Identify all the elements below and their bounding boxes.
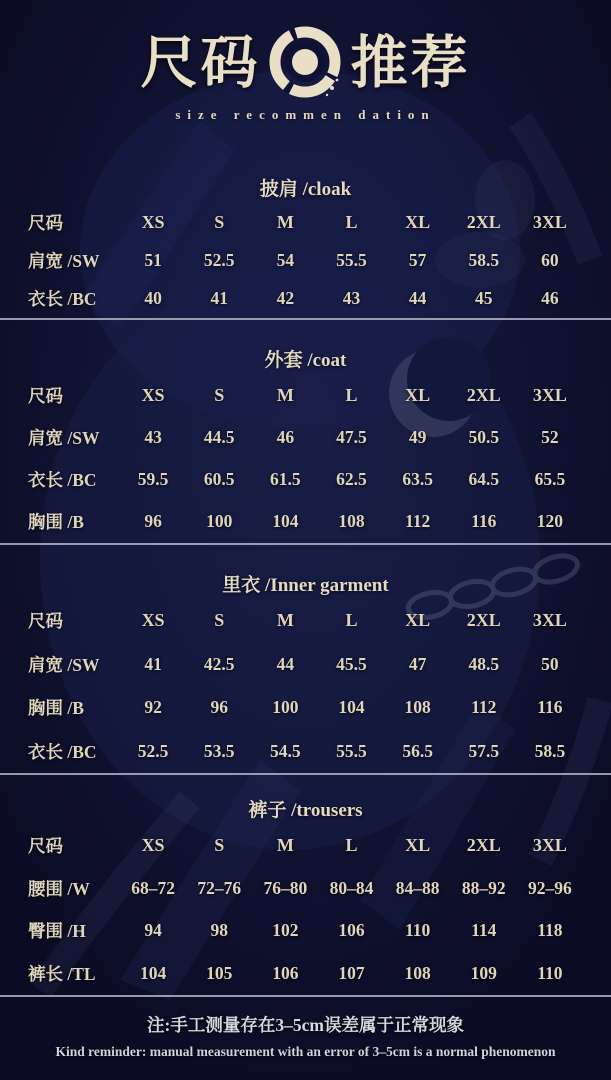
measurement-value: 96: [144, 511, 162, 532]
measurement-row: [28, 459, 583, 501]
size-label-cell: 尺码: [28, 611, 63, 632]
measurement-row: [28, 280, 583, 318]
measurement-value: 61.5: [270, 469, 301, 490]
section-title: 裤子 /trousers: [248, 800, 363, 821]
measurement-value: 107: [338, 963, 365, 984]
note-chinese: 注:手工测量存在3–5cm误差属于正常现象: [147, 1014, 464, 1035]
size-header-row: [28, 824, 583, 867]
measurement-label: 衣长 /BC: [28, 289, 97, 310]
size-option: XL: [405, 384, 431, 405]
poster-footer: [0, 997, 611, 1080]
measurement-label: 腰围 /W: [28, 878, 90, 899]
measurement-value: 116: [537, 697, 563, 718]
measurement-label: 肩宽 /SW: [28, 427, 100, 448]
measurement-value: 96: [210, 697, 228, 718]
measurement-value: 65.5: [534, 469, 566, 490]
size-option: 3XL: [532, 834, 567, 855]
measurement-value: 52: [541, 426, 559, 447]
measurement-value: 56.5: [402, 740, 433, 761]
moon-emblem-icon: [269, 26, 343, 100]
measurement-value: 60: [541, 249, 559, 270]
size-header-row: [28, 599, 583, 643]
measurement-value: 106: [338, 920, 365, 941]
size-option: M: [276, 211, 294, 232]
size-option: S: [214, 384, 225, 405]
measurement-value: 50.5: [468, 426, 500, 447]
measurement-value: 43: [342, 288, 361, 309]
measurement-value: 44: [408, 288, 427, 309]
poster-subtitle: size recommen dation: [175, 107, 436, 122]
measurement-row: [28, 952, 583, 995]
measurement-value: 60.5: [203, 469, 235, 490]
measurement-value: 41: [144, 653, 162, 674]
measurement-row: [28, 730, 583, 774]
size-option: XL: [405, 211, 431, 232]
measurement-value: 68–72: [131, 877, 175, 898]
size-option: S: [214, 834, 225, 855]
measurement-value: 106: [272, 963, 299, 984]
size-option: M: [276, 834, 294, 855]
measurement-value: 58.5: [468, 249, 500, 270]
measurement-value: 108: [404, 963, 431, 984]
size-option: M: [276, 384, 294, 405]
measurement-value: 48.5: [468, 653, 500, 674]
measurement-value: 42: [276, 288, 295, 309]
measurement-row: [28, 416, 583, 458]
size-option: XL: [405, 834, 431, 855]
title-text-left: 尺码: [140, 31, 261, 95]
size-option: 3XL: [532, 211, 567, 232]
measurement-value: 47.5: [336, 426, 367, 447]
measurement-value: 92: [144, 697, 162, 718]
measurement-label: 胸围 /B: [28, 512, 84, 533]
size-option: 2XL: [466, 610, 501, 631]
measurement-value: 84–88: [395, 877, 440, 898]
size-option: 3XL: [532, 610, 567, 631]
size-option: L: [345, 610, 358, 631]
size-option: 2XL: [466, 211, 501, 232]
size-option: XS: [141, 384, 165, 405]
measurement-value: 108: [338, 511, 365, 532]
size-header-row: [28, 374, 583, 416]
measurement-value: 42.5: [203, 653, 235, 674]
size-option: L: [345, 384, 358, 405]
measurement-value: 108: [404, 697, 431, 718]
measurement-row: [28, 686, 583, 730]
size-option: 2XL: [466, 384, 501, 405]
measurement-value: 45.5: [336, 653, 367, 674]
measurement-value: 45: [475, 288, 493, 309]
measurement-row: [28, 643, 583, 687]
measurement-value: 98: [210, 920, 228, 941]
measurement-label: 衣长 /BC: [28, 741, 97, 762]
size-option: L: [345, 834, 358, 855]
size-label-cell: 尺码: [28, 212, 63, 233]
measurement-value: 94: [144, 920, 162, 941]
measurement-value: 50: [541, 653, 559, 674]
section-title: 里衣 /Inner garment: [222, 575, 389, 596]
size-label-cell: 尺码: [28, 385, 63, 406]
measurement-value: 57.5: [468, 740, 500, 761]
poster-header: [0, 0, 611, 160]
measurement-row: [28, 910, 583, 953]
measurement-label: 裤长 /TL: [28, 964, 96, 985]
measurement-value: 40: [144, 288, 162, 309]
size-option: S: [214, 610, 225, 631]
measurement-value: 114: [471, 920, 497, 941]
measurement-value: 104: [272, 511, 299, 532]
measurement-value: 118: [537, 920, 563, 941]
measurement-value: 57: [408, 249, 427, 270]
section-title: 披肩 /cloak: [259, 179, 352, 200]
size-tables: [0, 160, 611, 997]
section-trousers: [0, 775, 611, 997]
measurement-value: 46: [541, 288, 559, 309]
size-option: M: [276, 610, 294, 631]
measurement-row: [28, 867, 583, 910]
measurement-value: 104: [338, 697, 365, 718]
measurement-label: 臀围 /H: [28, 921, 86, 942]
measurement-value: 120: [536, 511, 564, 532]
measurement-value: 104: [139, 963, 167, 984]
measurement-value: 100: [272, 697, 299, 718]
measurement-value: 76–80: [263, 877, 308, 898]
size-option: S: [214, 211, 225, 232]
measurement-value: 44.5: [203, 426, 235, 447]
measurement-row: [28, 241, 583, 279]
measurement-value: 88–92: [461, 877, 506, 898]
measurement-value: 105: [206, 963, 233, 984]
measurement-value: 54: [276, 249, 295, 270]
measurement-value: 64.5: [468, 469, 500, 490]
measurement-value: 55.5: [336, 740, 367, 761]
measurement-label: 肩宽 /SW: [28, 250, 100, 271]
title-text-right: 推荐: [350, 31, 471, 95]
measurement-label: 胸围 /B: [28, 698, 84, 719]
measurement-value: 92–96: [528, 877, 572, 898]
size-label-cell: 尺码: [28, 835, 63, 856]
measurement-value: 54.5: [270, 740, 301, 761]
measurement-value: 110: [404, 920, 431, 941]
size-option: 2XL: [466, 834, 501, 855]
measurement-value: 62.5: [336, 469, 367, 490]
size-header-row: [28, 203, 583, 241]
measurement-value: 47: [408, 653, 427, 674]
measurement-value: 116: [471, 511, 497, 532]
measurement-value: 112: [471, 697, 497, 718]
measurement-label: 肩宽 /SW: [28, 654, 100, 675]
measurement-value: 46: [276, 426, 295, 447]
measurement-label: 衣长 /BC: [28, 470, 97, 491]
section-cloak: [0, 160, 611, 320]
size-option: 3XL: [532, 384, 567, 405]
measurement-value: 41: [210, 288, 228, 309]
measurement-value: 110: [537, 963, 563, 984]
measurement-value: 100: [206, 511, 233, 532]
note-english: Kind reminder: manual measurement with an error of 3–5cm is a normal phenomenon: [55, 1043, 556, 1059]
measurement-value: 109: [470, 963, 497, 984]
measurement-value: 43: [144, 426, 162, 447]
measurement-value: 52.5: [203, 249, 235, 270]
measurement-value: 51: [144, 249, 162, 270]
measurement-value: 59.5: [137, 469, 169, 490]
section-inner-garment: [0, 545, 611, 775]
section-title: 外套 /coat: [264, 350, 347, 371]
measurement-value: 63.5: [402, 469, 433, 490]
poster-title: [141, 26, 471, 100]
measurement-value: 55.5: [336, 249, 367, 270]
measurement-value: 80–84: [329, 877, 374, 898]
section-coat: [0, 320, 611, 545]
measurement-value: 58.5: [534, 740, 566, 761]
measurement-value: 102: [272, 920, 299, 941]
size-option: L: [345, 211, 358, 232]
measurement-value: 52.5: [137, 740, 169, 761]
measurement-row: [28, 501, 583, 543]
size-option: XS: [141, 834, 165, 855]
size-option: XL: [405, 610, 431, 631]
measurement-value: 112: [404, 511, 431, 532]
measurement-value: 49: [408, 426, 427, 447]
size-option: XS: [141, 211, 165, 232]
measurement-value: 44: [276, 653, 295, 674]
size-option: XS: [141, 610, 165, 631]
measurement-value: 72–76: [197, 877, 242, 898]
measurement-value: 53.5: [203, 740, 235, 761]
